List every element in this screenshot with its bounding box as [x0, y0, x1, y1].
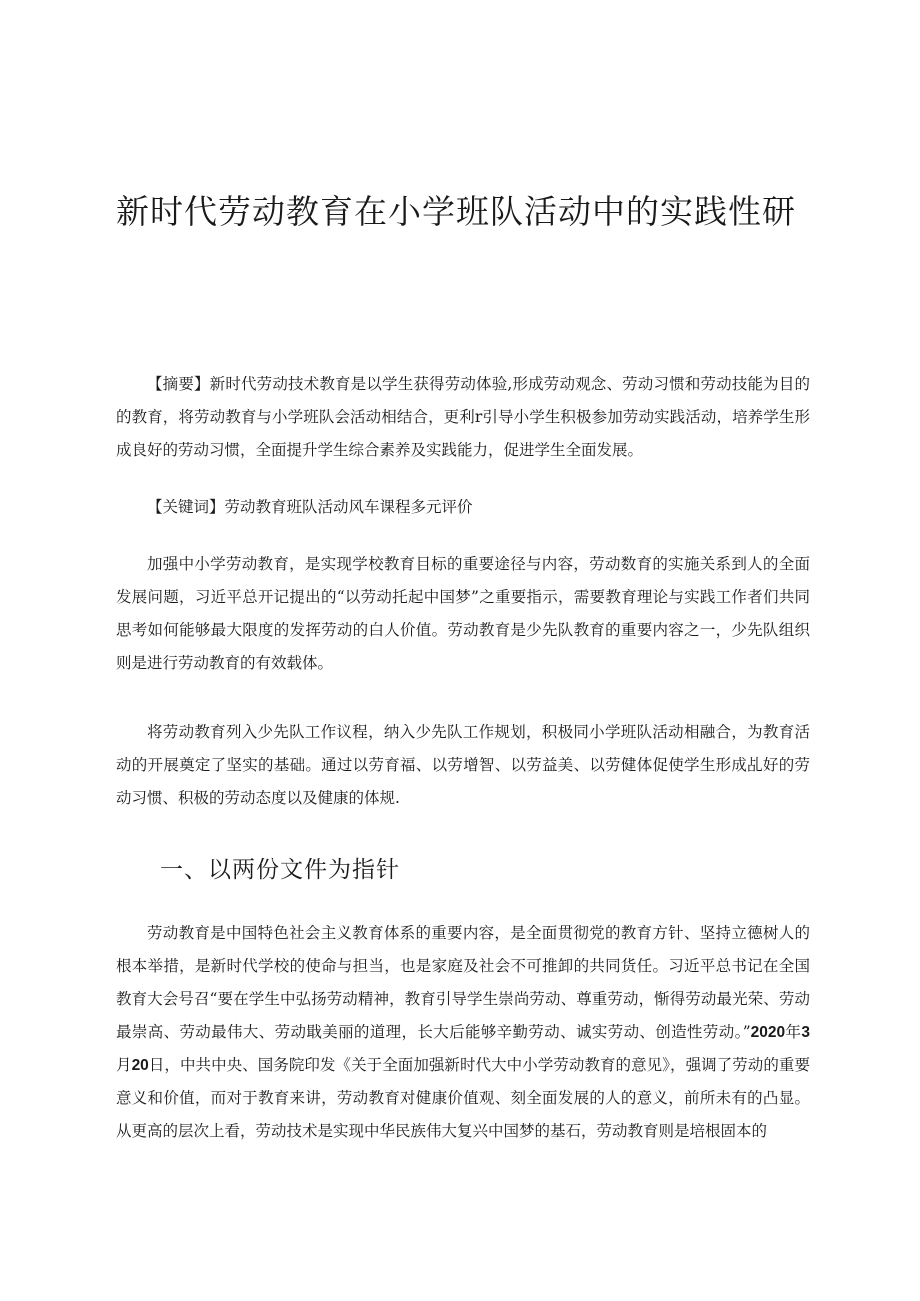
month-number: 3: [801, 1024, 810, 1041]
month-unit: 月: [116, 1056, 132, 1074]
body-paragraph-2: 将劳动教育列入少先队工作议程，纳入少先队工作规划，积极同小学班队活动相融合，为教育活动的开展奠定了坚实的基础。通过以劳育福、以劳增智、以劳益美、以劳健体促使学生形成乩好的劳动习惯、积极的劳动态度以及健康的体规.: [116, 723, 810, 807]
abstract-paragraph: 【摘要】新时代劳动技术教育是以学生获得劳动体验,形成劳动观念、劳动习惯和劳动技能为目的的教育，将劳动教育与小学班队会活动相结合，更利r引导小学生积极参加劳动实践活动，培养学生形成良好的劳动习惯，全面提升学生综合素养及实践能力，促进学生全面发展。: [116, 375, 810, 459]
year-number: 2020: [750, 1024, 786, 1041]
paragraph-3-text-part-1: 劳动教育是中国特色社会主义教育体系的重要内容，是全面贯彻党的教育方针、坚持立德树人的根本举措，是新时代学校的使命与担当，也是家庭及社会不可推卸的共同货任。习近平总书记在全国教育大会号召“要在学生中弘扬劳动精神，教育引导学生崇尚劳动、尊重劳动，惭得劳动最光荣、劳动最崇高、劳动最伟大、劳动戢美丽的道理，长大后能够辛勤劳动、诚实劳动、创造性劳动。”: [116, 924, 810, 1041]
keywords-paragraph: 【关键词】劳动教育班队活动风车课程多元评价: [147, 498, 473, 516]
document-title: 新时代劳动教育在小学班队活动中的实践性研: [116, 192, 796, 232]
day-number: 20: [131, 1057, 149, 1074]
body-paragraph-3: [116, 917, 810, 1148]
year-unit: 年: [785, 1023, 802, 1041]
paragraph-3-text-part-2: 日，中共中央、国务院印发《关于全面加强新时代大中小学劳动教育的意见》，强调了劳动的重要意义和价值，而对于教育来讲，劳动教育对健康价值观、刻全面发展的人的意义，前所未有的凸显。从更高的层次上看，劳动技术是实现中华民族伟大复兴中国梦的基石，劳动教育则是培根固本的: [116, 1056, 810, 1140]
body-paragraph-1: 加强中小学劳动教育，是实现学校教育目标的重要途径与内容，劳动数育的实施关系到人的全面发展问题，习近平总开记提出的“以劳动托起中国梦”之重要指示，需要教育理论与实践工作者们共同思考如何能够最大限度的发挥劳动的白人价值。劳动教育是少先队教育的重要内容之一，少先队组织则是进行劳动教育的有效载体。: [116, 555, 810, 672]
section-heading-1: 一、以两份文件为指针: [160, 857, 400, 883]
